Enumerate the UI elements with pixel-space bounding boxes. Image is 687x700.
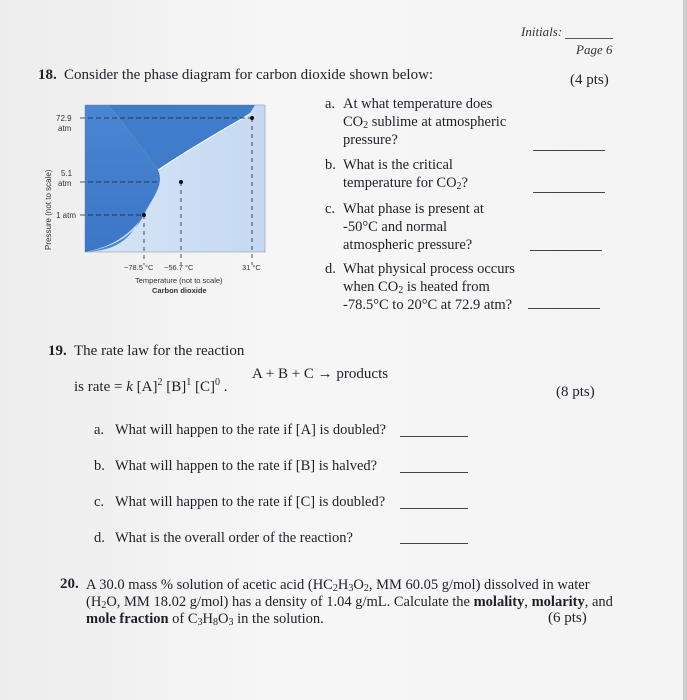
q18c-line2: -50°C and normal bbox=[343, 219, 448, 235]
q20-line1: A 30.0 mass % solution of acetic acid ($HC_2H_3O_2$, MM 60.05 g/mol) dissolved in water bbox=[86, 577, 590, 594]
q19-number: 19. bbox=[48, 343, 67, 359]
diagram-caption: Carbon dioxide bbox=[152, 286, 207, 295]
t1-label: −78.5 °C bbox=[124, 263, 154, 272]
q18c-answer-line[interactable] bbox=[530, 250, 602, 251]
q19-rate-law: is rate = k $[A]^2$ $[B]^1$ $[C]^0$ . bbox=[74, 377, 228, 395]
triple-point bbox=[179, 180, 183, 184]
p-mid-label: 5.1 bbox=[61, 169, 73, 178]
q18d-line3: -78.5°C to 20°C at 72.9 atm? bbox=[343, 297, 513, 313]
q18c-line1: What phase is present at bbox=[343, 201, 484, 217]
sublimation-point bbox=[142, 213, 146, 217]
q18-number: 18. bbox=[38, 67, 57, 83]
q18d-answer-line[interactable] bbox=[528, 308, 600, 309]
q19-reaction: A + B + C → products bbox=[252, 366, 389, 382]
q20-number: 20. bbox=[60, 576, 79, 592]
q20-line2: ($H_2O$, MM 18.02 g/mol) has a density of 1.04 g/mL. Calculate the molality, molarity, and bbox=[86, 594, 613, 611]
x-axis-label: Temperature (not to scale) bbox=[135, 276, 223, 285]
q19b-letter: b. bbox=[94, 458, 105, 474]
q18-text: Consider the phase diagram for carbon dioxide shown below: bbox=[64, 67, 434, 83]
q20-line3: mole fraction of $C_3H_8O_3$ in the solution. bbox=[86, 611, 324, 628]
p-mid-unit: atm bbox=[58, 179, 72, 188]
q19a-text: What will happen to the rate if [A] is doubled? bbox=[115, 422, 386, 438]
p-low-label: 1 atm bbox=[56, 211, 77, 220]
q20-points: (6 pts) bbox=[548, 610, 587, 626]
initials-line bbox=[565, 38, 613, 39]
p-high-unit: atm bbox=[58, 124, 72, 133]
q18d-letter: d. bbox=[325, 261, 336, 277]
q19c-letter: c. bbox=[94, 494, 105, 510]
q19a-letter: a. bbox=[94, 422, 105, 438]
q18b-answer-line[interactable] bbox=[533, 192, 605, 193]
q19b-text: What will happen to the rate if [B] is halved? bbox=[115, 458, 378, 474]
q19d-text: What is the overall order of the reaction? bbox=[115, 530, 353, 546]
initials-label: Initials: bbox=[521, 24, 563, 39]
q18a-line3: pressure? bbox=[343, 132, 398, 148]
q18b-letter: b. bbox=[325, 157, 336, 173]
q19a-answer-line[interactable] bbox=[400, 436, 468, 437]
q19d-letter: d. bbox=[94, 530, 105, 546]
q19d-answer-line[interactable] bbox=[400, 543, 468, 544]
page-edge bbox=[683, 0, 687, 700]
page-number: Page 6 bbox=[576, 42, 613, 57]
phase-diagram bbox=[40, 100, 280, 300]
q19c-text: What will happen to the rate if [C] is doubled? bbox=[115, 494, 386, 510]
q18b-line1: What is the critical bbox=[343, 157, 453, 173]
q18a-line2: $CO_2$ sublime at atmospheric bbox=[343, 114, 507, 131]
q19c-answer-line[interactable] bbox=[400, 508, 468, 509]
q18-points: (4 pts) bbox=[570, 72, 609, 88]
q18a-line1: At what temperature does bbox=[343, 96, 493, 112]
p-high-label: 72.9 bbox=[56, 114, 72, 123]
q18b-line2: temperature for $CO_2$? bbox=[343, 175, 468, 192]
t3-label: 31 °C bbox=[242, 263, 261, 272]
critical-point bbox=[250, 116, 254, 120]
q18a-letter: a. bbox=[325, 96, 336, 112]
q18d-line1: What physical process occurs bbox=[343, 261, 515, 277]
q18c-letter: c. bbox=[325, 201, 336, 217]
q18c-line3: atmospheric pressure? bbox=[343, 237, 473, 253]
q18a-answer-line[interactable] bbox=[533, 150, 605, 151]
q19-text: The rate law for the reaction bbox=[74, 343, 245, 359]
y-axis-label: Pressure (not to scale) bbox=[44, 169, 53, 250]
q18d-line2: when $CO_2$ is heated from bbox=[343, 279, 490, 296]
q19b-answer-line[interactable] bbox=[400, 472, 468, 473]
q19-points: (8 pts) bbox=[556, 384, 595, 400]
t2-label: −56.7 °C bbox=[164, 263, 194, 272]
